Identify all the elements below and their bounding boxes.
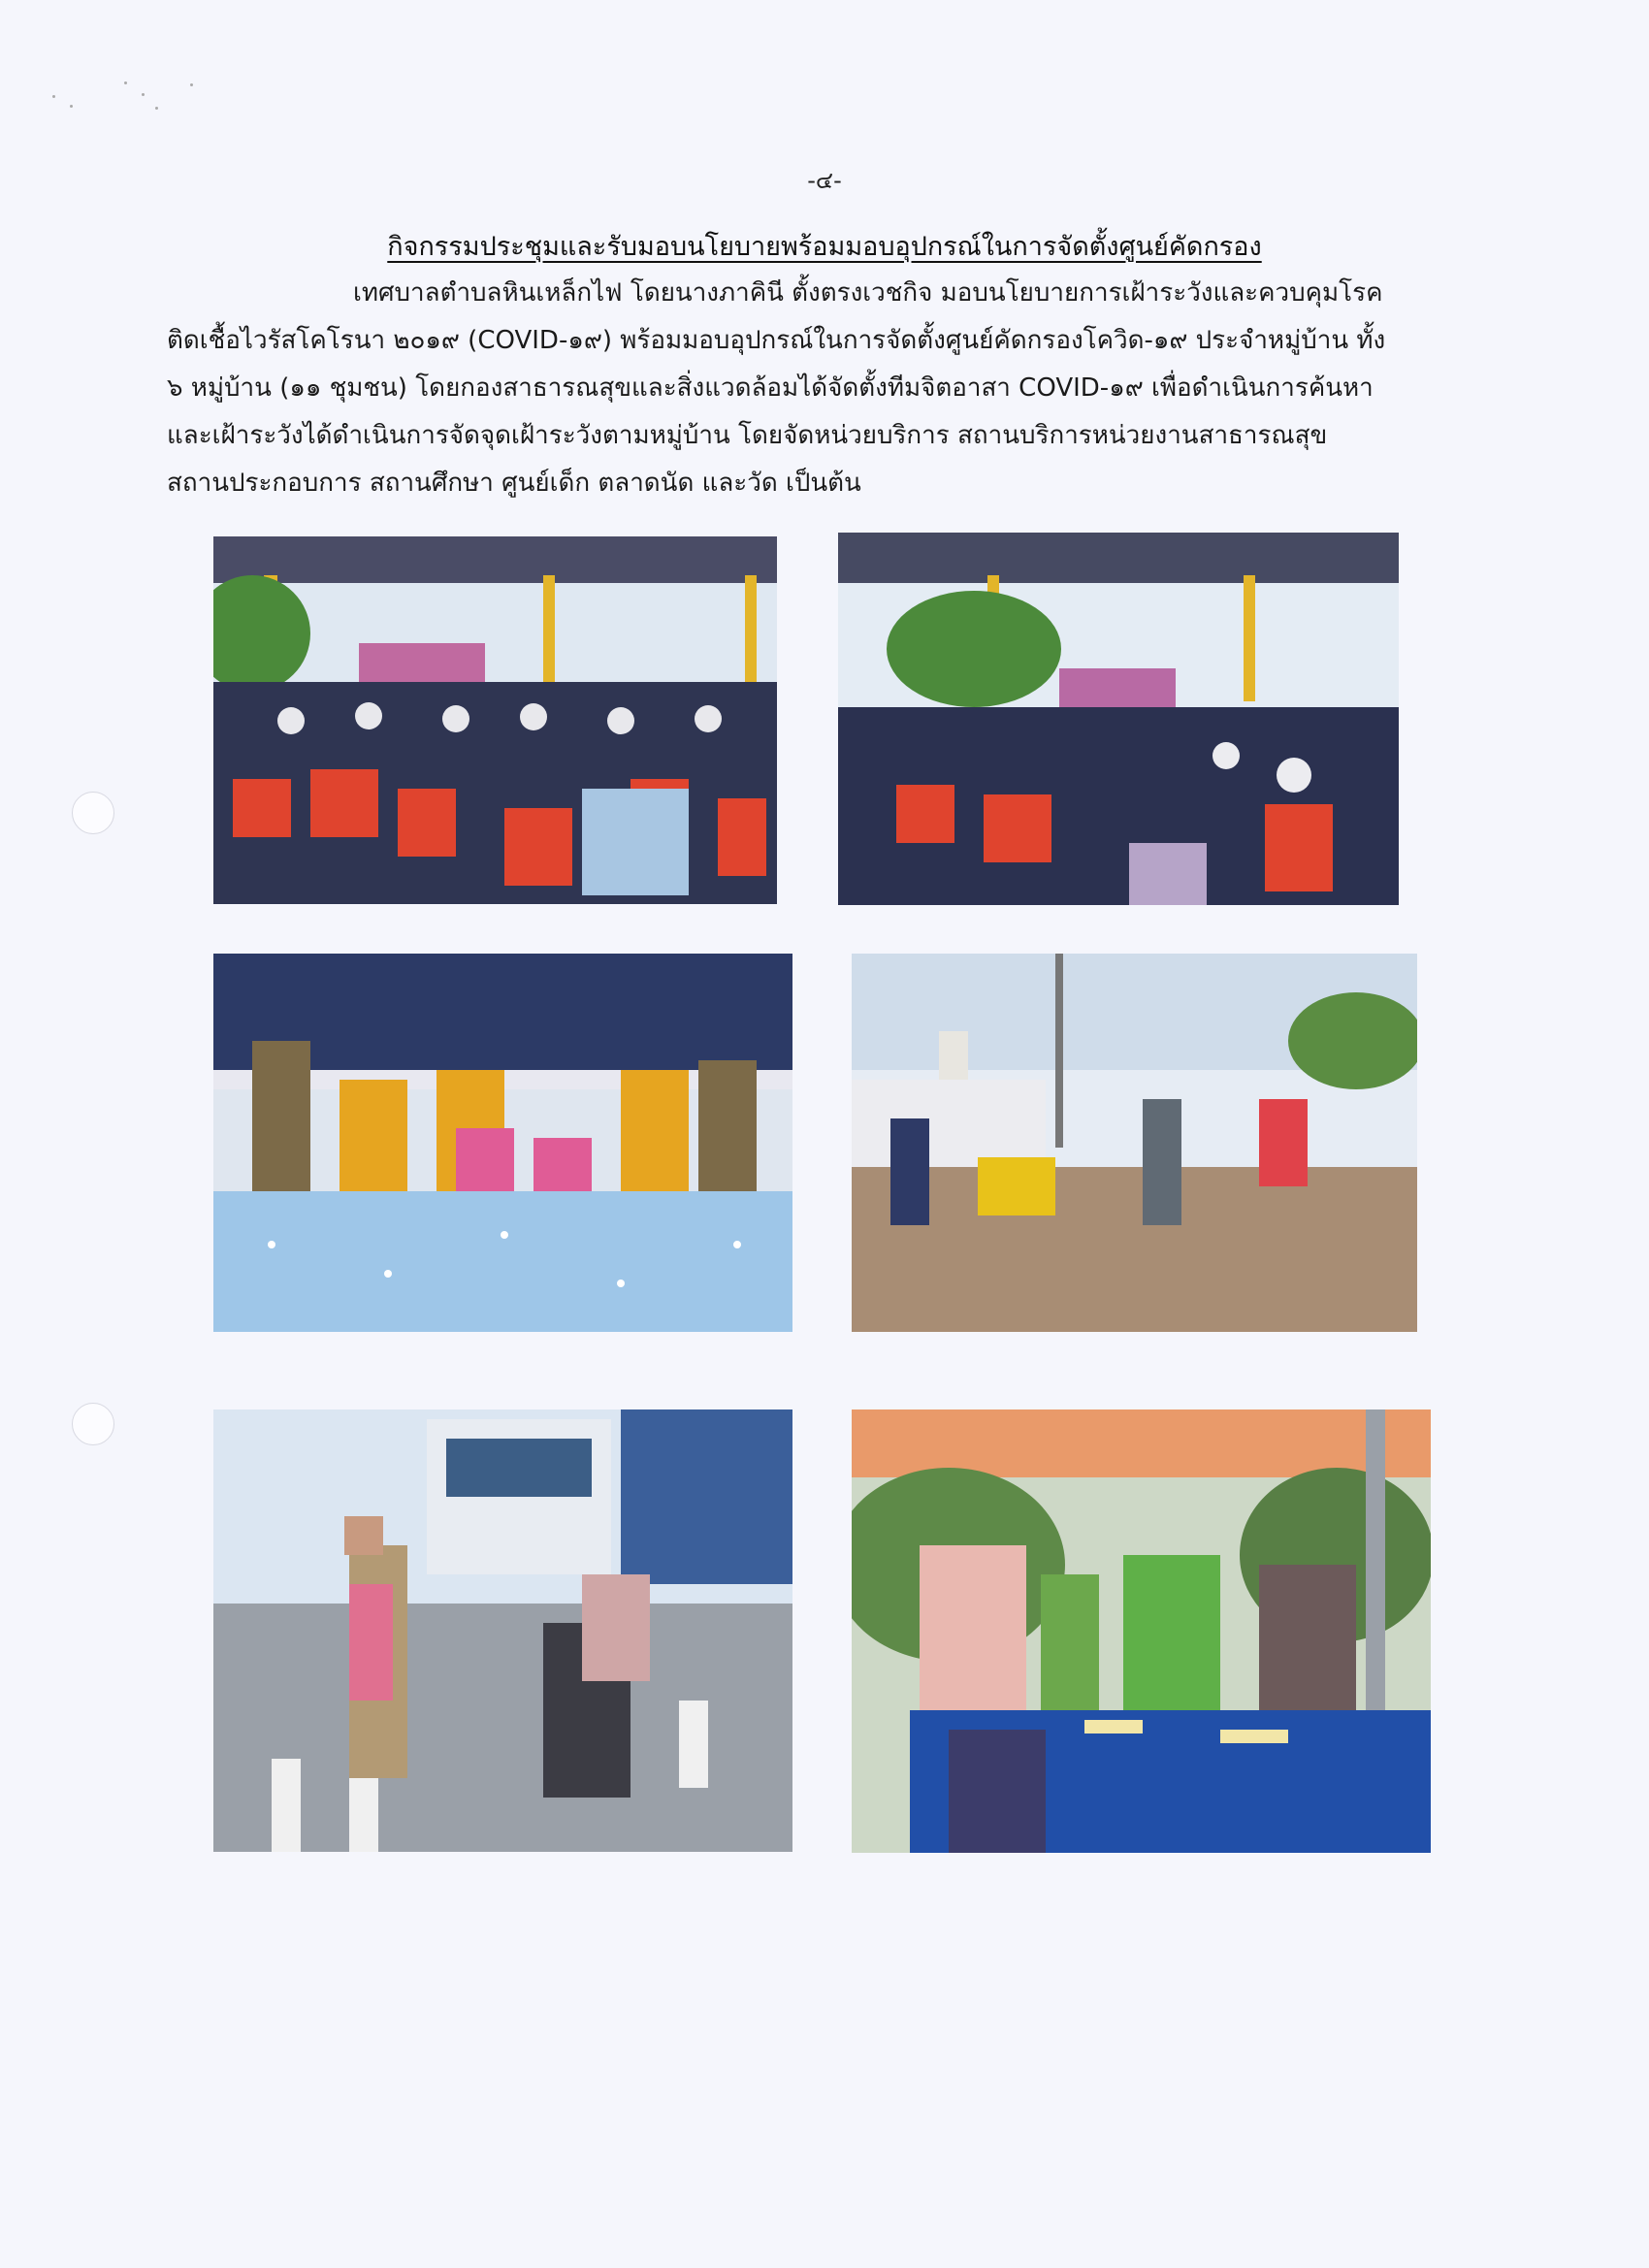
photo-screening-desk-officials bbox=[213, 954, 792, 1332]
photo-screening-table-faceshield-image bbox=[852, 1409, 1431, 1853]
punch-hole bbox=[72, 1403, 114, 1445]
photo-temperature-check-village-image bbox=[852, 954, 1417, 1332]
photo-roadside-checkpoint bbox=[213, 1409, 792, 1852]
photo-temperature-check-village bbox=[852, 954, 1417, 1332]
scan-speck bbox=[70, 105, 73, 108]
punch-hole bbox=[72, 792, 114, 834]
photo-screening-table-faceshield bbox=[852, 1409, 1431, 1853]
page-number: -๔- bbox=[807, 167, 842, 194]
body-line: ๖ หมู่บ้าน (๑๑ ชุมชน) โดยกองสาธารณสุขและสิ่งแวดล้อมได้จัดตั้งทีมจิตอาสา COVID-๑๙ เพื่อดำเนินการค้นหา bbox=[167, 373, 1374, 403]
photo-roadside-checkpoint-image bbox=[213, 1409, 792, 1852]
scan-speck bbox=[155, 107, 158, 110]
scan-speck bbox=[52, 95, 55, 98]
body-line: ติดเชื้อไวรัสโคโรนา ๒๐๑๙ (COVID-๑๙) พร้อมมอบอุปกรณ์ในการจัดตั้งศูนย์คัดกรองโควิด-๑๙ ประจำหมู่บ้าน ทั้ง bbox=[167, 326, 1386, 355]
photo-meeting-audience-left bbox=[213, 536, 777, 904]
body-line: เทศบาลตำบลหินเหล็กไฟ โดยนางภาคินี ตั้งตรงเวชกิจ มอบนโยบายการเฝ้าระวังและควบคุมโรค bbox=[353, 278, 1383, 308]
photo-meeting-audience-right bbox=[838, 533, 1399, 905]
page-heading: กิจกรรมประชุมและรับมอบนโยบายพร้อมมอบอุปกรณ์ในการจัดตั้งศูนย์คัดกรอง bbox=[387, 232, 1262, 262]
scan-speck bbox=[142, 93, 145, 96]
body-line: และเฝ้าระวังได้ดำเนินการจัดจุดเฝ้าระวังตามหมู่บ้าน โดยจัดหน่วยบริการ สถานบริการหน่วยงานสาธารณสุข bbox=[167, 421, 1328, 450]
photo-meeting-audience-right-image bbox=[838, 533, 1399, 905]
scan-speck bbox=[124, 81, 127, 84]
scan-speck bbox=[190, 83, 193, 86]
body-paragraph bbox=[167, 270, 1449, 507]
photo-meeting-audience-left-image bbox=[213, 536, 777, 904]
body-line: สถานประกอบการ สถานศึกษา ศูนย์เด็ก ตลาดนัด และวัด เป็นต้น bbox=[167, 469, 861, 498]
photo-screening-desk-officials-image bbox=[213, 954, 792, 1332]
